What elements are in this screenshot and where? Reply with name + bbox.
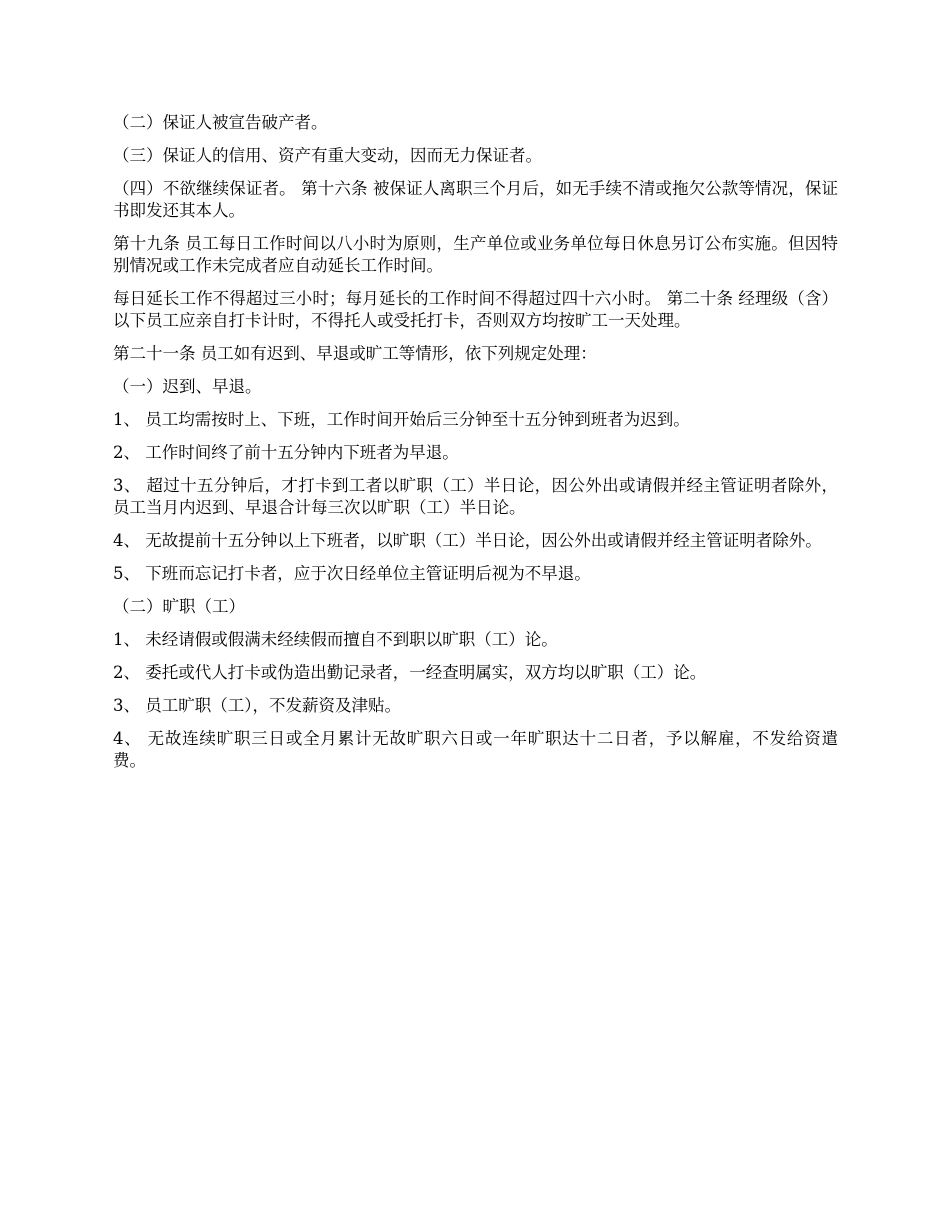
paragraph-article-16: （四）不欲继续保证者。 第十六条 被保证人离职三个月后，如无手续不清或拖欠公款等情况，保证书即发还其本人。 [113,179,838,220]
list-item-late-5: 5、 下班而忘记打卡者，应于次日经单位主管证明后视为不早退。 [113,564,591,583]
list-item-late-4: 4、 无故提前十五分钟以上下班者，以旷职（工）半日论，因公外出或请假并经主管证明者除外。 [113,531,822,550]
list-item-absence-2: 2、 委托或代人打卡或伪造出勤记录者，一经查明属实，双方均以旷职（工）论。 [113,663,707,682]
document-page [113,112,838,783]
list-item-absence-4: 4、 无故连续旷职三日或全月累计无故旷职六日或一年旷职达十二日者，予以解雇，不发给资遣费。 [113,729,838,770]
list-item-absence-3: 3、 员工旷职（工），不发薪资及津贴。 [113,696,401,715]
list-item-late-2: 2、 工作时间终了前十五分钟内下班者为早退。 [113,443,459,462]
paragraph-article-21: 第二十一条 员工如有迟到、早退或旷工等情形，依下列规定处理： [113,344,597,363]
list-item-late-1: 1、 员工均需按时上、下班，工作时间开始后三分钟至十五分钟到班者为迟到。 [113,410,690,429]
section-heading-late-early: （一）迟到、早退。 [113,377,262,396]
paragraph-guarantor-bankrupt: （二）保证人被宣告破产者。 [113,113,328,132]
section-heading-absence: （二）旷职（工） [113,597,245,616]
paragraph-guarantor-credit-change: （三）保证人的信用、资产有重大变动，因而无力保证者。 [113,146,542,165]
paragraph-article-20: 每日延长工作不得超过三小时；每月延长的工作时间不得超过四十六小时。 第二十条 经理级（含）以下员工应亲自打卡计时，不得托人或受托打卡，否则双方均按旷工一天处理。 [113,289,838,330]
list-item-late-3: 3、 超过十五分钟后，才打卡到工者以旷职（工）半日论，因公外出或请假并经主管证明者除外，员工当月内迟到、早退合计每三次以旷职（工）半日论。 [113,476,838,517]
paragraph-article-19: 第十九条 员工每日工作时间以八小时为原则，生产单位或业务单位每日休息另订公布实施。但因特别情况或工作未完成者应自动延长工作时间。 [113,234,838,275]
list-item-absence-1: 1、 未经请假或假满未经续假而擅自不到职以旷职（工）论。 [113,630,558,649]
